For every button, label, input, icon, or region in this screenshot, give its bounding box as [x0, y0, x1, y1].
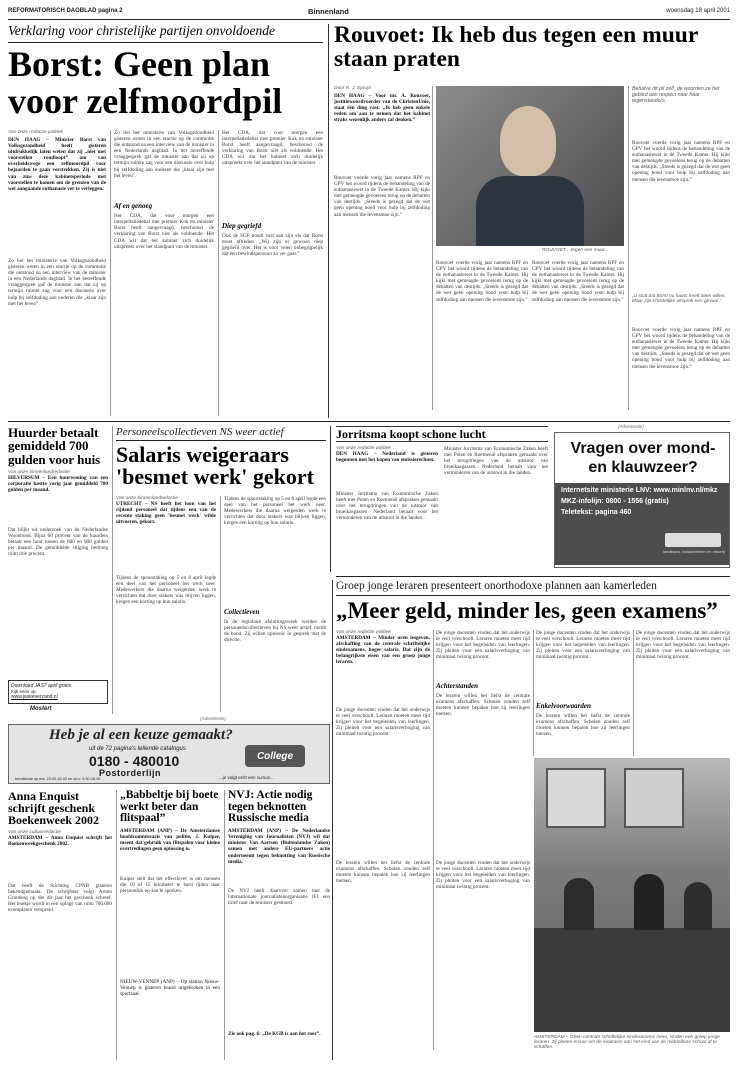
college-advert-label: (Advertentie) [200, 716, 226, 721]
babbeltje-body: Kuiper stelt dat het effectiever is om mensen die 10 of 15 kilometer te hard rijden daar persoonlijk op aan te spreken. [120, 876, 220, 895]
salaris-body: Tijdens de spoorstaking op 5 en 6 april legde een deel van het personeel het werk neer. Medewerkers die daarna weigerden werk te verrichten dat door stakers was blijven liggen, kregen een korting op hun salaris. [116, 575, 216, 606]
lnv-logo-text: landbouw, natuurbeheer en visserij [663, 549, 725, 554]
leraren-body-col2: De jonge docenten vinden dat het onderwijs te veel verschoolt. Leraren moeten meer tijd krijgen voor het begeleiden van leerlingen. Zij pleiten voor een salarisverhoging van minimaal twintig procent. [436, 630, 530, 661]
borst-kicker: Verklaring voor christelijke partijen onvoldoende [8, 23, 275, 38]
college-subtitle: uit de 72 pagina's tellende catalogus [89, 746, 186, 752]
leraren-article [336, 580, 730, 1060]
borst-lead: DEN HAAG – Minister Borst van Volksgezondheid heeft gisteren uitdrukkelijk laten weten dat zij „niet met voorstellen rondloopt” om van overheidswege een zelfmoordpil voor bejaarden te gaan verstrekken. Zij is niet van zins deze kabinetsperiode met voorstellen te komen om de grenzen van de wet aangaande euthanasie ver te verleggen. [8, 137, 106, 192]
leraren-photo-caption: AMSTERDAM – Geen centrale schriftelijke eindexamens meer, vinden een groep jonge leraren. Zij pleiten ervoor om de examens aan het eind van de middelbare school af te schaffen. [534, 1035, 720, 1050]
borst-article [8, 24, 323, 418]
jorritsma-body-col2: Minister Jorritsma van Economische Zaken heeft met Polen en Roemenië afspraken gemaakt over het terugdringen van de uitstoot van broeikasgassen. Nederland betaalt voor het verminderen van de uitstoot in die landen. [444, 446, 548, 477]
download-line: Kijk eens op: [11, 689, 37, 694]
babbeltje-body-2: NIEUW-VENNEP (ANP) – Op station Nieuw-Vennep is gisteren brand uitgebroken in een sportzaal. [120, 979, 220, 998]
leraren-byline: Van onze redactie politiek [336, 630, 391, 635]
anna-body: Dat heeft de Stichting CPNB gisteren bekendgemaakt. De schrijfster volgt Arnon Grunberg op die dit jaar het geschenk schreef. Het boekje wordt in een oplage van ruim 700.000 exemplaren verspreid. [8, 882, 112, 914]
nvj-body: De NVJ heeft daarover samen met de internationale journalistenorganisatie IFJ een brief naar de minister gestuurd. [228, 888, 330, 907]
babbeltje-headline: „Babbeltje bij boete werkt beter dan flitspaal” [120, 789, 219, 825]
leraren-body-col4: De jonge docenten vinden dat het onderwijs te veel verschoolt. Leraren moeten meer tijd krijgen voor het begeleiden van leerlingen. Zij pleiten voor een salarisverhoging van minimaal twintig procent. [636, 630, 730, 661]
jorritsma-body: Minister Jorritsma van Economische Zaken heeft met Polen en Roemenië afspraken gemaakt over het terugdringen van de uitstoot van broeikasgassen. Nederland betaalt voor het verminderen van de uitstoot in die landen. [336, 491, 438, 522]
babbeltje-lead: AMSTERDAM (ANP) – De Amsterdamse hoofdcommissaris van politie, J. Kuiper, meent dat gebruik van flitspalen voor kleine overtredingen geen oplossing is. [120, 828, 220, 853]
leraren-subhead-1: Achterstanden [436, 682, 479, 690]
borst-subhead-1: Af en genoeg [114, 202, 153, 210]
issue-date: woensdag 18 april 2001 [666, 8, 730, 14]
borst-byline: Van onze redactie politiek [8, 130, 63, 135]
lnv-item-infolijn[interactable]: MKZ-infolijn: 0800 - 1556 (gratis) [561, 498, 669, 505]
leraren-body-col2b: De leraren willen het liefst de centrale examens afschaffen. Scholen zouden zelf moeten kunnen bepalen hoe zij leerlingen toetsen. [436, 693, 530, 718]
anna-lead: AMSTERDAM – Anna Enquist schrijft het Boekenweekgeschenk 2002. [8, 834, 112, 847]
borst-body-2: Het CDA, dat voor morgen een interpellatiedebat met premier Kok en minister Borst heeft aangevraagd, beschouwt de verklaring van Borst niet als voldoende. Het CDA wil dat het kabinet zich duidelijk uitspreekt over het standpunt van de minister. [114, 213, 214, 250]
huurder-headline: Huurder betaalt gemiddeld 700 gulden voor huis [8, 425, 101, 467]
rouvoet-quote-2: „U stuit dat Borst nu haast heeft laten willen. Maar zijn christelijke uitsprak een gevaar.” [632, 294, 726, 304]
anna-article [8, 790, 112, 1060]
rouvoet-byline: Door R. J. Spruyt [334, 86, 371, 91]
borst-headline: Borst: Geen plan voor zelfmoordpil [8, 44, 283, 121]
rouvoet-photo [436, 86, 624, 246]
leraren-body: De jonge docenten vinden dat het onderwijs te veel verschoolt. Leraren moeten meer tijd krijgen voor het begeleiden van leerlingen. Zij pleiten voor een salarisverhoging van minimaal twintig procent. [336, 707, 430, 738]
salaris-body-2: In de regiobare afsluitingsweek werden de personeelscollectieven bij NS weer actief, meldt de bond. Zij willen opnieuw in gesprek met de directie. [224, 619, 326, 644]
lnv-item-internet[interactable]: Internetsite ministerie LNV: www.minlnv.nl/mkz [561, 487, 718, 494]
rouvoet-body: Rouvoet voerde vorig jaar namens RPF en GPV het woord tijdens de behandeling van de euthanasiewet in de Tweede Kamer. Hij kijkt met gemengde gevoelens terug op de debatten van destijds. „Steeds is gezegd dat de wet geen opening bood voor hulp bij zelfdoding aan mensen die levensmoe zijn.” [334, 175, 430, 218]
salaris-subhead: Collectieven [224, 608, 260, 616]
anna-headline: Anna Enquist schrijft geschenk Boekenweek 2002 [8, 789, 99, 828]
college-phone[interactable]: 0180 - 480010 [89, 753, 180, 769]
borst-subhead-2: Diep gegriefd [222, 222, 262, 230]
college-hours: bereikbaar op ma. 23.00-16.00 en do.v. 9.30-16.00 [15, 777, 101, 781]
leraren-subhead-2: Enkelvoorwaarden [536, 702, 591, 710]
leraren-kicker: Groep jonge leraren presenteert onorthodoxe plannen aan kamerleden [336, 580, 657, 592]
borst-body: Zo liet het ministerie van Volksgezondheid gisteren weten in een reactie op de commotie die ontstond na een interview van de minister in een Nederlands dagblad. In het betreffende vraaggesprek gaf de minister aan dat zij op termijn ruimte zag voor een discussie over hulp bij zelfdoding aan ouderen die „klaar zijn met het leven”. [8, 258, 106, 307]
nvj-article [228, 790, 330, 1060]
jorritsma-headline: Jorritsma koopt schone lucht [336, 427, 486, 441]
rouvoet-body-col2: Rouvoet voerde vorig jaar namens RPF en GPV het woord tijdens de behandeling van de euthanasiewet in de Tweede Kamer. Hij kijkt met gemengde gevoelens terug op de debatten van destijds. „Steeds is gezegd dat de wet geen opening bood voor hulp bij zelfdoding aan mensen die levensmoe zijn.” [436, 260, 528, 303]
college-slogan: ...je volgt echt een cursus... [219, 775, 274, 780]
person-silhouette-icon [500, 106, 556, 176]
huurder-lead: HILVERSUM – Een huurwoning van een corporatie kostte vorig jaar gemiddeld 700 gulden per maand. [8, 474, 108, 493]
nvj-headline: NVJ: Actie nodig tegen beknotten Russische media [228, 789, 313, 825]
lnv-logo-icon [665, 533, 721, 547]
college-postorder: Postorderlijn [99, 768, 162, 778]
nvj-lead: AMSTERDAM (ANP) – De Nederlandse Vereniging van Journalisten (NVJ) wil dat minister Van Aartsen (Buitenlandse Zaken) samen met andere EU-partners actie onderneemt tegen beknotting van Russische media. [228, 828, 330, 865]
section-name: Binnenland [308, 7, 349, 16]
classroom-desk-icon [534, 928, 730, 1032]
rouvoet-body-col3: Rouvoet voerde vorig jaar namens RPF en GPV het woord tijdens de behandeling van de euthanasiewet in de Tweede Kamer. Hij kijkt met gemengde gevoelens terug op de debatten van destijds. „Steeds is gezegd dat de wet geen opening bood voor hulp bij zelfdoding aan mensen die levensmoe zijn.” [532, 260, 624, 303]
download-url[interactable]: www.jaskeverzand.nl [11, 694, 58, 700]
rouvoet-body-col4: Rouvoet voerde vorig jaar namens RPF en GPV het woord tijdens de behandeling van de euthanasiewet in de Tweede Kamer. Hij kijkt met gemengde gevoelens terug op de debatten van destijds. „Steeds is gezegd dat de wet geen opening bood voor hulp bij zelfdoding aan mensen die levensmoe zijn.” [632, 140, 730, 183]
salaris-kicker: Personeelscollectieven NS weer actief [116, 426, 284, 438]
salaris-headline: Salaris weigeraars 'besmet werk' gekort [116, 442, 314, 490]
salaris-byline: Van onze binnenlandredactie [116, 496, 178, 501]
rouvoet-article [334, 24, 730, 418]
classroom-photo [534, 758, 730, 1032]
salaris-lead: UTRECHT – NS heeft het loon van het rijdend personeel dat tijdens een van de recente staking geen 'besmet werk' wilde uitvoeren, gekort. [116, 501, 216, 526]
leraren-body-col3b: De leraren willen het liefst de centrale examens afschaffen. Scholen zouden zelf moeten kunnen bepalen hoe zij leerlingen toetsen. [536, 713, 630, 738]
lnv-advert[interactable] [554, 432, 730, 568]
classroom-window-icon [546, 768, 606, 828]
rouvoet-lead: DEN HAAG – Voor mr. A. Rouvoet, justitiewoordvoerder van de ChristenUnie, staat één ding vast: „Ik heb geen enkele reden om aan te nemen dat het kabinet straks wezenlijk anders zal denken.” [334, 93, 430, 124]
lnv-item-teletekst: Teletekst: pagina 460 [561, 509, 632, 516]
salaris-article [116, 426, 326, 714]
salaris-body-col2: Tijdens de spoorstaking op 5 en 6 april legde een deel van het personeel het werk neer. Medewerkers die daarna weigerden werk te verrichten dat door stakers was blijven liggen, kregen een korting op hun salaris. [224, 496, 326, 527]
download-box [8, 680, 108, 704]
paper-name: REFORMATORISCH DAGBLAD pagina 2 [8, 8, 123, 14]
college-brand: College [256, 750, 294, 762]
page-header [8, 6, 730, 18]
borst-body-3a: Het CDA, dat voor morgen een interpellatiedebat met premier Kok en minister Borst heeft aangevraagd, beschouwt de verklaring van Borst niet als voldoende. Het CDA wil dat het kabinet zich duidelijk uitspreekt over het standpunt van de minister. [222, 130, 323, 167]
huurder-body: Dat blijkt uit onderzoek van de Nederlandse Woonbond. Bijna 60 procent van de huurders betaalt een huur tussen de 600 en 900 gulden per maand. De gemiddelde stijging bedroeg ruim drie procent. [8, 526, 108, 558]
rouvoet-quote-1: Behalve dit pil zelf, de woorden ze het gebied aan respect naar haar tegenstanders. [632, 86, 720, 104]
huurder-byline: Van onze binnenlandredactie [8, 469, 70, 475]
college-advert[interactable] [8, 724, 330, 784]
nvj-quote: Zie ook pag. 6: „De KGB is aan het roer”. [228, 1031, 321, 1038]
jorritsma-byline: Van onze redactie politiek [336, 446, 391, 451]
rouvoet-headline: Rouvoet: Ik heb dus tegen een muur staan praten [334, 22, 698, 72]
leraren-lead: AMSTERDAM – Minder uren lesgeven, afschaffing van de centrale schriftelijke eindexamens, hoger salaris. Dat zijn de belangrijkste eisen van een groep jonge leraren. [336, 635, 430, 666]
leraren-body-col1c: De leraren willen het liefst de centrale examens afschaffen. Scholen zouden zelf moeten kunnen bepalen hoe zij leerlingen toetsen. [336, 860, 430, 885]
college-logo [245, 745, 305, 767]
leraren-body-col3: De jonge docenten vinden dat het onderwijs te veel verschoolt. Leraren moeten meer tijd krijgen voor het begeleiden van leerlingen. Zij pleiten voor een salarisverhoging van minimaal twintig procent. [536, 630, 630, 661]
lnv-advert-label: (Advertentie) [618, 424, 644, 429]
borst-body-continued: Zo liet het ministerie van Volksgezondheid gisteren weten in een reactie op de commotie die ontstond na een interview van de minister in een Nederlands dagblad. In het betreffende vraaggesprek gaf de minister aan dat zij op termijn ruimte zag voor een discussie over hulp bij zelfdoding aan ouderen die „klaar zijn met het leven”. [114, 130, 214, 179]
leraren-body-col2c: De jonge docenten vinden dat het onderwijs te veel verschoolt. Leraren moeten meer tijd krijgen voor het begeleiden van leerlingen. Zij pleiten voor een salarisverhoging van minimaal twintig procent. [436, 860, 530, 891]
lnv-title: Vragen over mond- en klauwzeer? [570, 440, 716, 476]
download-title: Download JAS? april gratis [11, 683, 72, 689]
leraren-headline: „Meer geld, minder les, geen examens” [336, 598, 718, 623]
borst-body-3: Ook de SGP houdt vast aan zijn eis dat Borst moet aftreden. „Wij zijn er gewoon diep gegriefd over. Het is voor velen onbegrijpelijk dat een bewindspersoon zo ver gaat.” [222, 233, 323, 258]
college-title: Heb je al een keuze gemaakt? [49, 727, 233, 743]
jorritsma-lead: DEN HAAG – Nederland is gisteren begonnen met het kopen van emissierechten. [336, 451, 438, 464]
rouvoet-body-col5: Rouvoet voerde vorig jaar namens RPF en GPV het woord tijdens de behandeling van de euthanasiewet in de Tweede Kamer. Hij kijkt met gemengde gevoelens terug op de debatten van destijds. „Steeds is gezegd dat de wet geen opening bood voor hulp bij zelfdoding aan mensen die levensmoe zijn.” [632, 327, 730, 370]
jorritsma-article [336, 426, 548, 572]
rouvoet-caption: ROUVOET ...tegen een muur... [542, 248, 609, 253]
babbeltje-article [120, 790, 220, 1060]
mostert-label: Mostert [30, 706, 52, 712]
anna-byline: Van onze cultuurredactie [8, 829, 61, 835]
huurder-article [8, 426, 108, 676]
